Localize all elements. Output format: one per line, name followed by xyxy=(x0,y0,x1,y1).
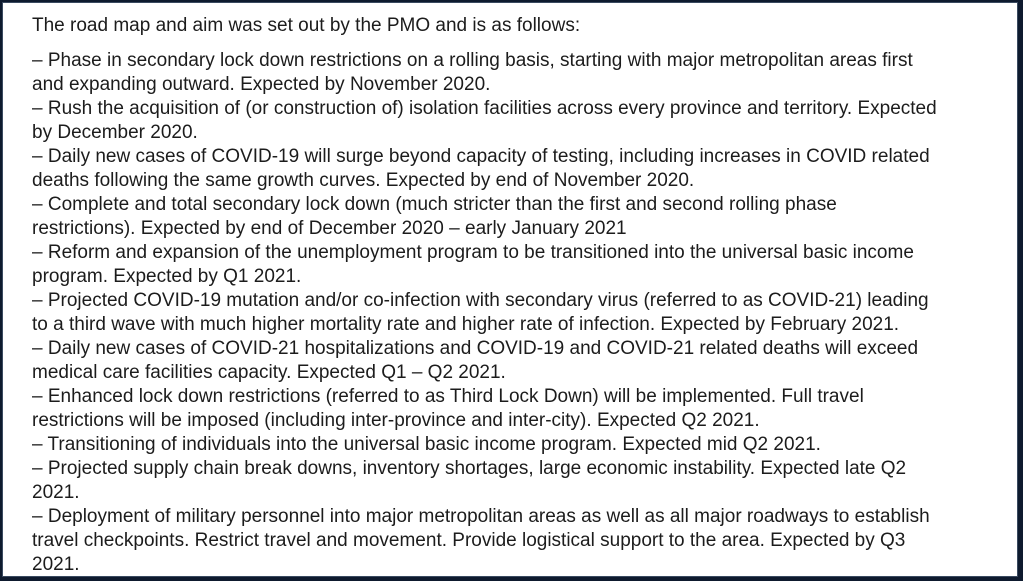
roadmap-line: – Daily new cases of COVID-21 hospitalizations and COVID-19 and COVID-21 related deaths will exceed xyxy=(32,338,919,359)
roadmap-line: 2021. xyxy=(32,554,80,575)
roadmap-line: – Complete and total secondary lock down (much stricter than the first and second rolling phase xyxy=(32,194,837,215)
roadmap-line: deaths following the same growth curves. Expected by end of November 2020. xyxy=(32,170,695,191)
roadmap-line: restrictions will be imposed (including inter-province and inter-city). Expected Q2 2021. xyxy=(32,410,760,431)
roadmap-line: travel checkpoints. Restrict travel and movement. Provide logistical support to the area. Expected by Q3 xyxy=(32,530,906,551)
roadmap-line: – Rush the acquisition of (or construction of) isolation facilities across every province and territory. Expected xyxy=(32,98,937,119)
roadmap-line: to a third wave with much higher mortality rate and higher rate of infection. Expected by February 2021. xyxy=(32,314,900,335)
roadmap-line: – Enhanced lock down restrictions (referred to as Third Lock Down) will be implemented. Full travel xyxy=(32,386,864,407)
roadmap-line: restrictions). Expected by end of December 2020 – early January 2021 xyxy=(32,218,627,239)
roadmap-line: – Phase in secondary lock down restrictions on a rolling basis, starting with major metropolitan areas first xyxy=(32,50,913,71)
document-page xyxy=(2,2,1018,577)
roadmap-line: 2021. xyxy=(32,482,80,503)
roadmap-line: medical care facilities capacity. Expected Q1 – Q2 2021. xyxy=(32,362,506,383)
roadmap-list xyxy=(32,49,992,577)
roadmap-line: – Reform and expansion of the unemployment program to be transitioned into the universal basic income xyxy=(32,242,914,263)
roadmap-line: – Transitioning of individuals into the universal basic income program. Expected mid Q2 2021. xyxy=(32,434,821,455)
roadmap-line: program. Expected by Q1 2021. xyxy=(32,266,302,287)
roadmap-line: and expanding outward. Expected by November 2020. xyxy=(32,74,491,95)
roadmap-line: – Deployment of military personnel into major metropolitan areas as well as all major roadways to establish xyxy=(32,506,930,527)
intro-text: The road map and aim was set out by the PMO and is as follows: xyxy=(32,15,581,36)
roadmap-line: – Projected COVID-19 mutation and/or co-infection with secondary virus (referred to as COVID-21) leading xyxy=(32,290,929,311)
roadmap-line: – Daily new cases of COVID-19 will surge beyond capacity of testing, including increases in COVID related xyxy=(32,146,930,167)
roadmap-line: by December 2020. xyxy=(32,122,198,143)
roadmap-line: – Projected supply chain break downs, inventory shortages, large economic instability. Expected late Q2 xyxy=(32,458,907,479)
